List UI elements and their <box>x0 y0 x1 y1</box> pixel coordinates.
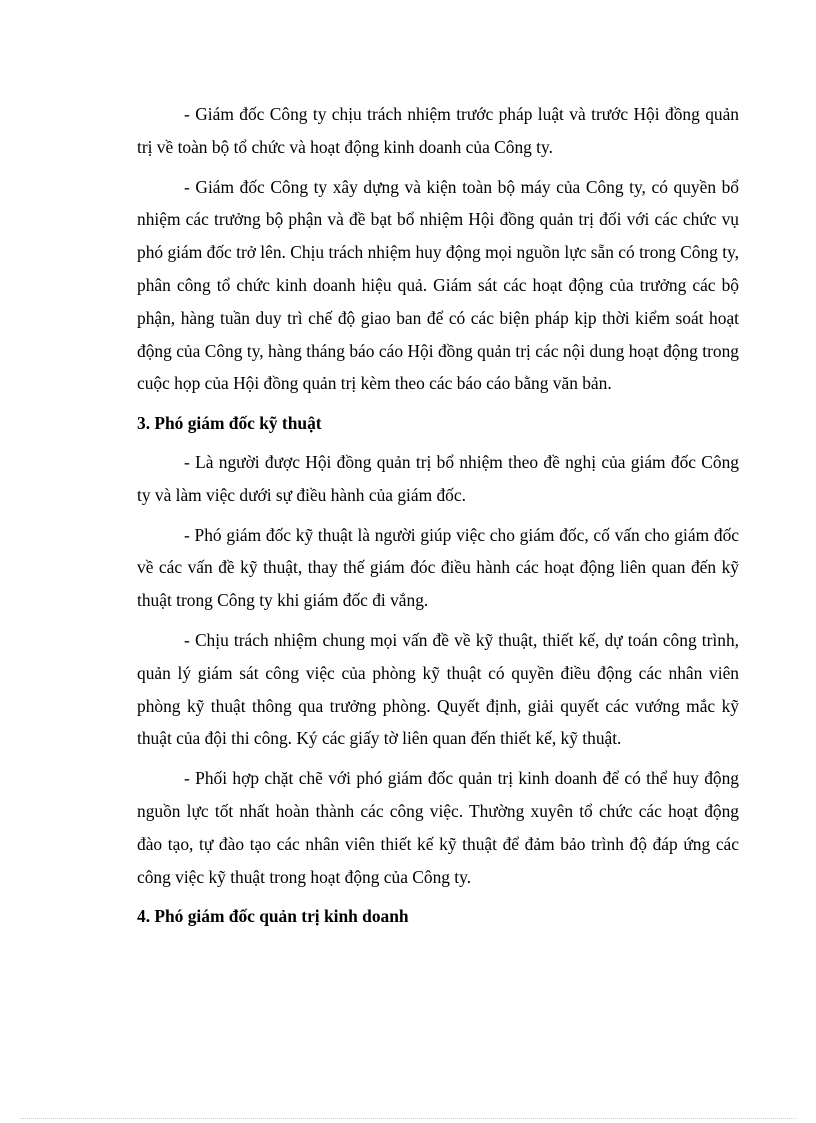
paragraph-technical-role: - Phó giám đốc kỹ thuật là người giúp việc cho giám đốc, cố vấn cho giám đốc về các vấn đề kỹ thuật, thay thế giám đóc điều hành các hoạt động liên quan đến kỹ thuật trong Công ty khi giám đốc đi vắng. <box>137 524 739 611</box>
page-bottom-divider <box>20 1118 796 1119</box>
paragraph-technical-appointment: - Là người được Hội đồng quản trị bổ nhiệm theo đề nghị của giám đốc Công ty và làm việc dưới sự điều hành của giám đốc. <box>137 451 739 505</box>
paragraph-technical-responsibility: - Chịu trách nhiệm chung mọi vấn đề về kỹ thuật, thiết kế, dự toán công trình, quản lý giám sát công việc của phòng kỹ thuật có quyền điều động các nhân viên phòng kỹ thuật thông qua trưởng phòng. Quyết định, giải quyết các vướng mắc kỹ thuật của đội thi công. Ký các giấy tờ liên quan đến thiết kế, kỹ thuật. <box>137 629 739 749</box>
document-page <box>137 98 739 939</box>
heading-business-deputy: 4. Phó giám đốc quản trị kinh doanh <box>137 906 409 927</box>
paragraph-director-duties: - Giám đốc Công ty xây dựng và kiện toàn bộ máy của Công ty, có quyền bổ nhiệm các trưởng bộ phận và đề bạt bổ nhiệm Hội đồng quản trị đối với các chức vụ phó giám đốc trở lên. Chịu trách nhiệm huy động mọi nguồn lực sẵn có trong Công ty, phân công tổ chức kinh doanh hiệu quả. Giám sát các hoạt động của trưởng các bộ phận, hàng tuần duy trì chế độ giao ban để có các biện pháp kịp thời kiểm soát hoạt động của Công ty, hàng tháng báo cáo Hội đồng quản trị các nội dung hoạt động trong cuộc họp của Hội đồng quản trị kèm theo các báo cáo bằng văn bản. <box>137 176 739 394</box>
paragraph-technical-coordination: - Phối hợp chặt chẽ với phó giám đốc quản trị kinh doanh để có thể huy động nguồn lực tốt nhất hoàn thành các công việc. Thường xuyên tổ chức các hoạt động đào tạo, tự đào tạo các nhân viên thiết kế kỹ thuật để đảm bảo trình độ đáp ứng các công việc kỹ thuật trong hoạt động của Công ty. <box>137 768 739 887</box>
paragraph-director-responsibility: - Giám đốc Công ty chịu trách nhiệm trước pháp luật và trước Hội đồng quản trị về toàn bộ tổ chức và hoạt động kinh doanh của Công ty. <box>137 104 739 157</box>
heading-technical-deputy: 3. Phó giám đốc kỹ thuật <box>137 413 322 434</box>
